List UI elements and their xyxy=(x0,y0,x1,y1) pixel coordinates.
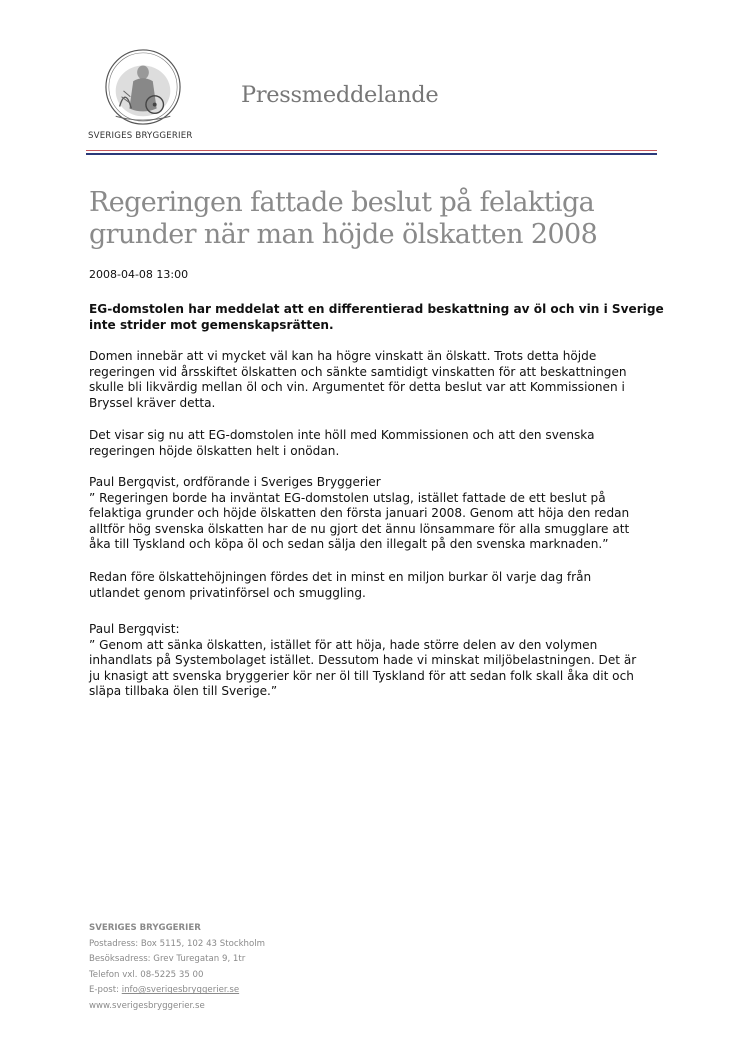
document-type-label: Pressmeddelande xyxy=(241,82,439,108)
lead-paragraph xyxy=(89,302,669,333)
paragraph-smuggling xyxy=(89,570,669,601)
footer-email-row xyxy=(89,983,265,999)
footer-postal-address: Postadress: Box 5115, 102 43 Stockholm xyxy=(89,938,266,949)
text-line: ju knasigt att svenska bryggerier kör ner öl till Tyskland för att sedan folk skall åka dit och xyxy=(89,668,634,683)
header-divider-blue xyxy=(86,153,657,155)
text-line: Redan före ölskattehöjningen fördes det in minst en miljon burkar öl varje dag från xyxy=(89,570,592,584)
text-line: skulle bli likvärdig mellan öl och vin. Argumentet för detta beslut var att Kommissionen i xyxy=(89,380,625,394)
footer-contact xyxy=(89,921,265,1015)
headline-line: grunder när man höjde ölskatten 2008 xyxy=(89,219,598,250)
text-line: ” Regeringen borde ha inväntat EG-domstolen utslag, istället fattade de ett beslut på xyxy=(89,490,606,505)
text-line: Bryssel kräver detta. xyxy=(89,395,216,410)
footer-org-name: SVERIGES BRYGGERIER xyxy=(89,923,201,933)
text-line: inte strider mot gemenskapsrätten. xyxy=(89,317,334,332)
text-line: åka till Tyskland och köpa öl och sedan sälja den illegalt på den svenska marknaden.” xyxy=(89,537,609,551)
footer-email-label: E-post: xyxy=(89,985,122,996)
paragraph-quote-2 xyxy=(89,622,669,700)
headline-line: Regeringen fattade beslut på felaktiga xyxy=(89,187,595,218)
page-title xyxy=(89,187,659,251)
paragraph-ruling xyxy=(89,349,669,411)
text-line: EG-domstolen har meddelat att en differentierad beskattning av öl och vin i Sverige xyxy=(89,302,664,316)
text-line: alltför hög svenska ölskatten har de nu gjort det ännu lönsammare för alla smugglare att xyxy=(89,521,630,536)
dateline: 2008-04-08 13:00 xyxy=(89,268,189,281)
paragraph-commission xyxy=(89,428,669,459)
footer-website[interactable]: www.sverigesbryggerier.se xyxy=(89,1000,205,1011)
text-line: felaktiga grunder och höjde ölskatten den första januari 2008. Genom att höja den redan xyxy=(89,506,630,520)
footer-visit-address: Besöksadress: Grev Turegatan 9, 1tr xyxy=(89,954,246,965)
footer-email-link[interactable]: info@sverigesbryggerier.se xyxy=(121,985,240,996)
paragraph-quote-1 xyxy=(89,475,669,553)
organization-logo xyxy=(86,48,212,146)
text-line: utlandet genom privatinförsel och smuggling. xyxy=(89,585,366,600)
text-line: Det visar sig nu att EG-domstolen inte höll med Kommissionen och att den svenska xyxy=(89,428,595,442)
text-line: släpa tillbaka ölen till Sverige.” xyxy=(89,684,278,698)
text-line: regeringen vid årsskiftet ölskatten och sänkte samtidigt vinskatten för att beskattningen xyxy=(89,364,627,379)
text-line: inhandlats på Systembolaget istället. Dessutom hade vi minskat miljöbelastningen. Det är xyxy=(89,653,637,667)
seal-emblem-icon xyxy=(104,48,182,126)
text-line: Domen innebär att vi mycket väl kan ha högre vinskatt än ölskatt. Trots detta höjde xyxy=(89,349,597,363)
text-line: Paul Bergqvist, ordförande i Sveriges Bryggerier xyxy=(89,475,381,489)
text-line: ” Genom att sänka ölskatten, istället för att höja, hade större delen av den volymen xyxy=(89,637,598,652)
footer-phone: Telefon vxl. 08-5225 35 00 xyxy=(89,969,204,980)
text-line: regeringen höjde ölskatten helt i onödan. xyxy=(89,443,340,458)
text-line: Paul Bergqvist: xyxy=(89,622,180,636)
logo-wordmark: SVERIGES BRYGGERIER xyxy=(88,131,193,141)
header-divider-red xyxy=(86,150,657,151)
